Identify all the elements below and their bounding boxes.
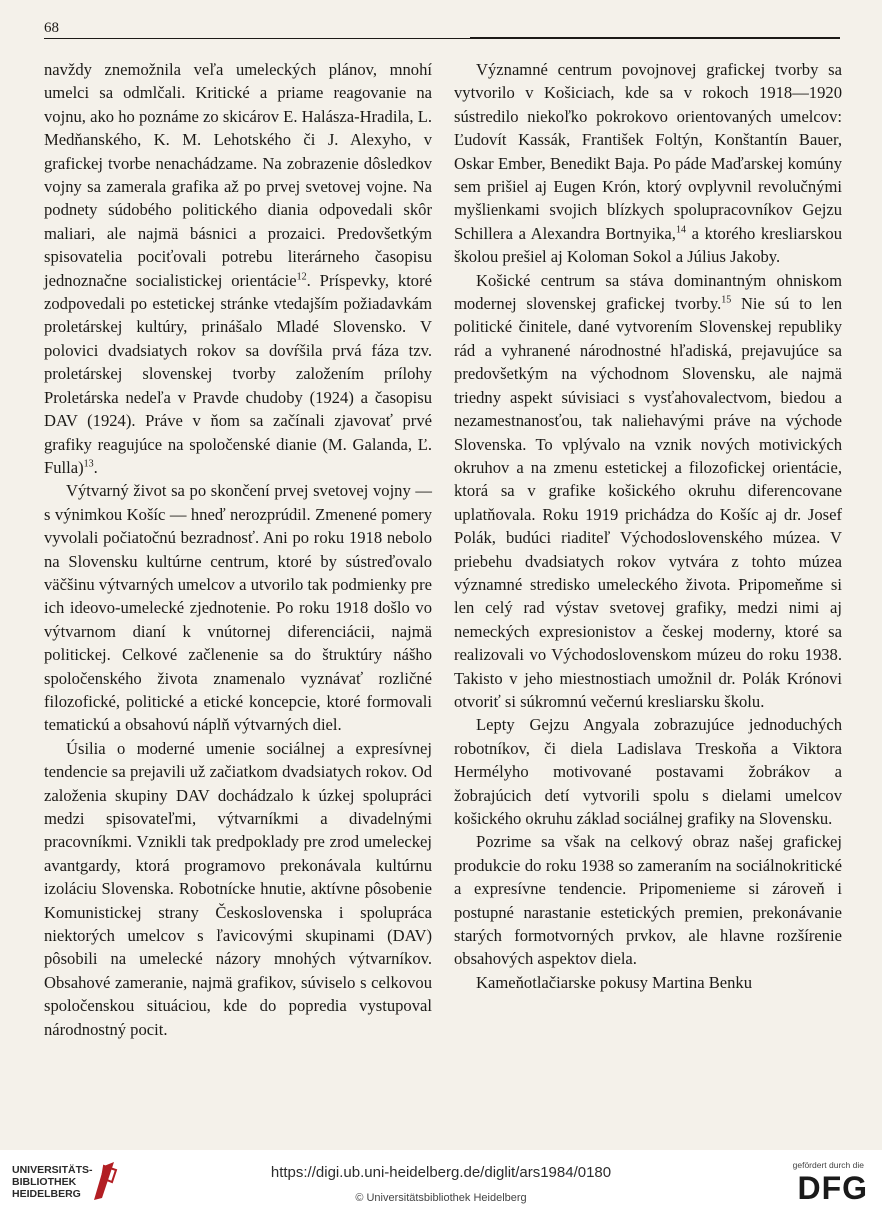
paragraph-text: Významné centrum povojnovej grafickej tvorby sa vytvorilo v Košiciach, kde sa v rokoch 1918—1920 sústredilo niekoľko pokrokovo orientovaných umelcov: Ľudovít Kassák, František Foltýn, Konštantín Bauer, Oskar Ember, Benedikt Baja. Po páde Maďarskej komúny sem prišiel aj Eugen Krón, ktorý ovplyvnil revolučnými myšlienkami svojich blízkych spolupracovníkov Gejzu Schillera a Alexandra Bortnyika, bbox=[454, 60, 842, 243]
funder-note: gefördert durch die bbox=[792, 1160, 864, 1170]
paragraph bbox=[454, 713, 842, 830]
paragraph bbox=[454, 269, 842, 714]
paragraph-text: Lepty Gejzu Angyala zobrazujúce jednoduchých robotníkov, či diela Ladislava Treskoňa a Viktora Hermélyho motivované postavami žobrákov a žobrajúcich detí vytvorili spolu s dielami umelcov košického okruhu základ sociálnej grafiky na Slovensku. bbox=[454, 715, 842, 828]
left-column bbox=[44, 58, 432, 1041]
library-line2: BIBLIOTHEK bbox=[12, 1176, 77, 1188]
library-line3: HEIDELBERG bbox=[12, 1188, 81, 1200]
footnote-ref: 15 bbox=[721, 294, 732, 306]
copyright-text: © Universitätsbibliothek Heidelberg bbox=[355, 1192, 527, 1204]
paragraph-text: . bbox=[93, 457, 98, 477]
right-column bbox=[454, 58, 842, 994]
page-url-link[interactable]: https://digi.ub.uni-heidelberg.de/diglit/ars1984/0180 bbox=[270, 1164, 612, 1181]
header-rule-thick bbox=[470, 37, 840, 39]
library-line1: UNIVERSITÄTS- bbox=[12, 1164, 93, 1176]
footer-bar bbox=[0, 1150, 882, 1218]
paragraph bbox=[44, 58, 432, 479]
paragraph bbox=[454, 971, 842, 994]
paragraph-text: Úsilia o moderné umenie sociálnej a expresívnej tendencie sa prejavili už začiatkom dvadsiatych rokov. Od založenia skupiny DAV dochádzalo k úzkej spolupráci medzi spisovateľmi, výtvarníkmi a divadelnými pracovníkmi. Vznikli tak predpoklady pre zrod umeleckej avantgardy, ktorá programovo prekonávala kultúrnu izoláciu Slovenska. Robotnícke hnutie, aktívne pôsobenie Komunistickej strany Československa i spolupráca niektorých umelcov s ľavicovými skupinami (DAV) pôsobili na umelecké názory mnohých výtvarníkov. Obsahové zameranie, najmä grafikov, súviselo s celkovou spoločenskou situáciou, kde do popredia vystupoval národnostný pocit. bbox=[44, 738, 432, 1039]
paragraph bbox=[44, 479, 432, 736]
paragraph bbox=[44, 737, 432, 1041]
footnote-ref: 13 bbox=[83, 458, 94, 470]
page-number: 68 bbox=[44, 20, 59, 36]
paragraph-text: Kameňotlačiarske pokusy Martina Benku bbox=[476, 972, 753, 992]
dfg-logo[interactable]: DFG bbox=[797, 1170, 868, 1206]
paragraph-text: navždy znemožnila veľa umeleckých plánov, mnohí umelci sa odmlčali. Kritické a priame reagovanie na vojnu, ako ho poznáme zo skicárov E. Halásza-Hradila, L. Medňanského, K. M. Lehotského či J. Alexyho, v grafickej tvorbe nenachádzame. Na zobrazenie dôsledkov vojny sa zamerala grafika až po prvej svetovej vojne. Na podnety súdobého politického diania odpovedali skôr maliari, ale najmä básnici a prozaici. Predovšetkým spisovatelia pociťovali potrebu literárneho časopisu jednoznačne socialistickej orientácie bbox=[44, 60, 432, 290]
paragraph bbox=[454, 830, 842, 970]
paragraph-text: Pozrime sa však na celkový obraz našej grafickej produkcie do roku 1938 so zameraním na sociálnokritické a expresívne tendencie. Pripomenieme si zároveň i postupné narastanie estetických premien, prekonávanie starých formotvorných prvkov, ale hlavne rozšírenie obsahových aspektov diela. bbox=[454, 832, 842, 969]
paragraph-text: Výtvarný život sa po skončení prvej svetovej vojny — s výnimkou Košíc — hneď nerozprúdil. Zmenené pomery vyvolali počiatočnú bezradnosť. Ani po roku 1918 nebolo na Slovensku kultúrne centrum, ktoré by sústreďovalo väčšinu výtvarných umelcov a utvorilo tak podmienky pre ich ideovo-umelecké zjednotenie. Po roku 1918 došlo vo výtvarnom dianí k vnútornej diferenciácii, najmä politickej. Celkové začlenenie sa do štruktúry nášho spoločenského života znamenalo vyznávať rozličné filozofické, politické a etické koncepcie, ktoré formovali tematickú a obsahovú náplň výtvarných diel. bbox=[44, 481, 432, 735]
footnote-ref: 14 bbox=[675, 224, 686, 236]
paragraph-text: Nie sú to len politické činitele, dané vytvorením Slovenskej republiky rád a vyhranené národnostné hľadiská, prejavujúce sa predovšetkým na východnom Slovensku, ale najmä triedny aspekt súvisiaci s vysťahovalectvom, biedou a nezamestnanosťou, tak naliehavými práve na východe Slovenska. To vplývalo na vznik nových motivických okruhov a na zmenu estetickej a filozofickej orientácie, ktorá sa v grafike košického okruhu diferencovane uplatňovala. Roku 1919 prichádza do Košíc aj dr. Josef Polák, budúci riaditeľ Východoslovenského múzea. V priebehu dvadsiatych rokov vytvára z tohto múzea významné stredisko umeleckého života. Pripomeňme si len celý rad výstav svetovej grafiky, medzi nimi aj nemeckých expresionistov a českej moderny, ktoré sa realizovali vo Východoslovenskom múzeu do roku 1938. Takisto v jeho miestnostiach umožnil dr. Polák Krónovi otvoriť si súkromnú večernú kresliarsku školu. bbox=[454, 294, 842, 711]
paragraph bbox=[454, 58, 842, 269]
footnote-ref: 12 bbox=[296, 271, 307, 283]
paragraph-text: . Príspevky, ktoré zodpovedali po estetickej stránke vtedajším požiadavkám proletárskej kultúry, prinášalo Mladé Slovensko. V polovici dvadsiatych rokov sa dovŕšila prvá fáza tzv. proletárskej slovenskej tvorby založením prílohy Proletárska nedeľa v Pravde chudoby (1924) a časopisu DAV (1924). Práve v ňom sa začínali zjavovať prvé grafiky reagujúce na spoločenské dianie (M. Galanda, Ľ. Fulla) bbox=[44, 270, 432, 477]
paragraph-text: Košické centrum sa stáva dominantným ohniskom modernej slovenskej grafickej tvorby. bbox=[454, 270, 842, 314]
paragraph-text: a ktorého kresliarskou školou prešiel aj Koloman Sokol a Július Jakoby. bbox=[454, 223, 843, 267]
